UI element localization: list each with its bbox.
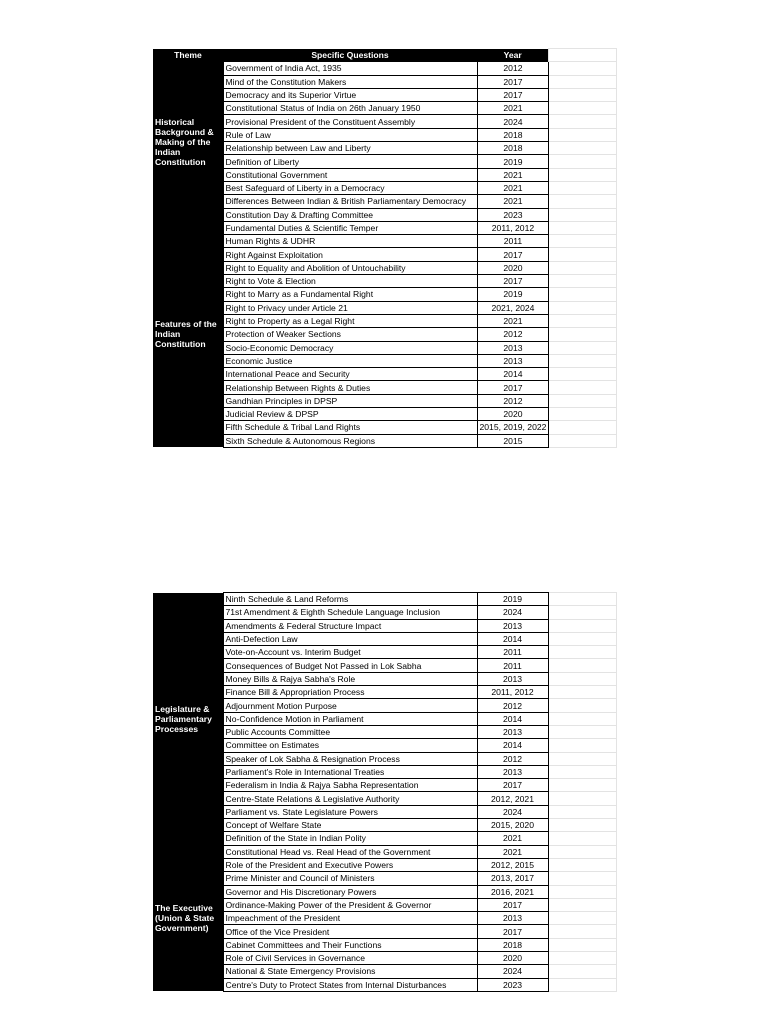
question-cell: Democracy and its Superior Virtue (223, 88, 477, 101)
year-cell: 2018 (477, 142, 549, 155)
empty-cell (549, 195, 617, 208)
year-cell: 2012 (477, 699, 548, 712)
table-row (153, 168, 617, 181)
question-cell: Definition of the State in Indian Polity (223, 832, 477, 845)
empty-cell (548, 898, 616, 911)
empty-cell (549, 341, 617, 354)
empty-cell (548, 765, 616, 778)
year-cell: 2021 (477, 832, 548, 845)
question-cell: Right Against Exploitation (223, 248, 477, 261)
question-cell: Right to Equality and Abolition of Untouchability (223, 261, 477, 274)
question-cell: Prime Minister and Council of Ministers (223, 872, 477, 885)
year-cell: 2013 (477, 341, 549, 354)
table-row (153, 208, 617, 221)
question-cell: Role of the President and Executive Powers (223, 858, 477, 871)
table-row (153, 394, 617, 407)
year-cell: 2012, 2021 (477, 792, 548, 805)
year-cell: 2014 (477, 632, 548, 645)
question-cell: Federalism in India & Rajya Sabha Representation (223, 779, 477, 792)
empty-cell (549, 115, 617, 128)
question-cell: Role of Civil Services in Governance (223, 952, 477, 965)
question-cell: Adjournment Motion Purpose (223, 699, 477, 712)
empty-cell (548, 712, 616, 725)
table-row (153, 739, 616, 752)
year-cell: 2011 (477, 235, 549, 248)
question-cell: Ninth Schedule & Land Reforms (223, 593, 477, 606)
year-cell: 2016, 2021 (477, 885, 548, 898)
table-row (153, 221, 617, 234)
table-row (153, 725, 616, 738)
year-cell: 2017 (477, 925, 548, 938)
question-cell: Cabinet Committees and Their Functions (223, 938, 477, 951)
empty-cell (548, 752, 616, 765)
table-row (153, 88, 617, 101)
empty-cell (548, 832, 616, 845)
year-cell: 2024 (477, 965, 548, 978)
table-row (153, 261, 617, 274)
year-cell: 2015 (477, 434, 549, 447)
table-row (153, 872, 616, 885)
question-cell: Mind of the Constitution Makers (223, 75, 477, 88)
question-cell: Centre's Duty to Protect States from Internal Disturbances (223, 978, 477, 991)
empty-cell (549, 221, 617, 234)
question-cell: Right to Privacy under Article 21 (223, 301, 477, 314)
question-cell: Gandhian Principles in DPSP (223, 394, 477, 407)
empty-cell (549, 394, 617, 407)
year-cell: 2021 (477, 181, 549, 194)
table-row (153, 314, 617, 327)
table-row (153, 978, 616, 991)
table-row (153, 434, 617, 447)
empty-cell (549, 421, 617, 434)
year-cell: 2024 (477, 115, 549, 128)
question-cell: No-Confidence Motion in Parliament (223, 712, 477, 725)
question-cell: Right to Marry as a Fundamental Right (223, 288, 477, 301)
table-row (153, 248, 617, 261)
table-row (153, 912, 616, 925)
year-cell: 2011, 2012 (477, 686, 548, 699)
question-cell: Right to Property as a Legal Right (223, 314, 477, 327)
table-row (153, 845, 616, 858)
question-cell: International Peace and Security (223, 368, 477, 381)
question-cell: Judicial Review & DPSP (223, 408, 477, 421)
empty-cell (548, 978, 616, 991)
table-row (153, 832, 616, 845)
table-row (153, 102, 617, 115)
empty-cell (549, 75, 617, 88)
table-row (153, 288, 617, 301)
table-row (153, 792, 616, 805)
table-row (153, 155, 617, 168)
table-row (153, 354, 617, 367)
table-row (153, 593, 616, 606)
table-row (153, 819, 616, 832)
question-cell: Human Rights & UDHR (223, 235, 477, 248)
questions-table-1 (153, 48, 617, 448)
question-cell: Governor and His Discretionary Powers (223, 885, 477, 898)
year-cell: 2014 (477, 368, 549, 381)
table-row (153, 805, 616, 818)
empty-cell (548, 872, 616, 885)
table-row (153, 75, 617, 88)
question-cell: Fundamental Duties & Scientific Temper (223, 221, 477, 234)
table-row (153, 712, 616, 725)
question-cell: Impeachment of the President (223, 912, 477, 925)
year-cell: 2013 (477, 765, 548, 778)
theme-label: Legislature & Parliamentary Processes (153, 593, 223, 846)
question-cell: National & State Emergency Provisions (223, 965, 477, 978)
question-cell: Centre-State Relations & Legislative Authority (223, 792, 477, 805)
question-cell: Anti-Defection Law (223, 632, 477, 645)
table-row (153, 699, 616, 712)
year-cell: 2019 (477, 288, 549, 301)
year-cell: 2011 (477, 646, 548, 659)
question-cell: Relationship between Law and Liberty (223, 142, 477, 155)
question-cell: Differences Between Indian & British Parliamentary Democracy (223, 195, 477, 208)
empty-cell (548, 699, 616, 712)
empty-cell (549, 288, 617, 301)
question-cell: Fifth Schedule & Tribal Land Rights (223, 421, 477, 434)
table-row (153, 646, 616, 659)
empty-cell (549, 88, 617, 101)
empty-cell (548, 845, 616, 858)
empty-cell (549, 168, 617, 181)
header-year: Year (477, 49, 549, 62)
empty-cell (549, 328, 617, 341)
empty-cell (548, 805, 616, 818)
question-cell: Public Accounts Committee (223, 725, 477, 738)
year-cell: 2015, 2019, 2022 (477, 421, 549, 434)
question-cell: Concept of Welfare State (223, 819, 477, 832)
question-cell: Provisional President of the Constituent Assembly (223, 115, 477, 128)
question-cell: Definition of Liberty (223, 155, 477, 168)
table-row (153, 235, 617, 248)
empty-cell (549, 261, 617, 274)
empty-cell (549, 142, 617, 155)
table-row (153, 421, 617, 434)
year-cell: 2023 (477, 208, 549, 221)
header-question: Specific Questions (223, 49, 477, 62)
table-row (153, 965, 616, 978)
table-row (153, 925, 616, 938)
empty-cell (548, 686, 616, 699)
year-cell: 2013 (477, 912, 548, 925)
table-row (153, 368, 617, 381)
table-row (153, 128, 617, 141)
table-row (153, 142, 617, 155)
year-cell: 2024 (477, 606, 548, 619)
table-row (153, 181, 617, 194)
question-cell: Money Bills & Rajya Sabha's Role (223, 672, 477, 685)
year-cell: 2013, 2017 (477, 872, 548, 885)
empty-cell (548, 593, 616, 606)
year-cell: 2013 (477, 619, 548, 632)
header-row (153, 49, 617, 62)
empty-cell (548, 819, 616, 832)
empty-cell (548, 858, 616, 871)
question-cell: Amendments & Federal Structure Impact (223, 619, 477, 632)
theme-label: The Executive (Union & State Government) (153, 845, 223, 991)
year-cell: 2021, 2024 (477, 301, 549, 314)
empty-cell (548, 965, 616, 978)
year-cell: 2018 (477, 128, 549, 141)
year-cell: 2017 (477, 88, 549, 101)
question-cell: Speaker of Lok Sabha & Resignation Process (223, 752, 477, 765)
empty-cell (548, 938, 616, 951)
year-cell: 2017 (477, 898, 548, 911)
table-row (153, 952, 616, 965)
table-row (153, 341, 617, 354)
year-cell: 2017 (477, 779, 548, 792)
year-cell: 2017 (477, 248, 549, 261)
question-cell: Protection of Weaker Sections (223, 328, 477, 341)
year-cell: 2021 (477, 195, 549, 208)
year-cell: 2017 (477, 75, 549, 88)
table-row (153, 752, 616, 765)
year-cell: 2017 (477, 275, 549, 288)
theme-label: Features of the Indian Constitution (153, 221, 223, 447)
empty-cell (548, 632, 616, 645)
question-cell: 71st Amendment & Eighth Schedule Language Inclusion (223, 606, 477, 619)
empty-cell (549, 128, 617, 141)
question-cell: Parliament's Role in International Treaties (223, 765, 477, 778)
year-cell: 2013 (477, 672, 548, 685)
table-row (153, 779, 616, 792)
table-row (153, 885, 616, 898)
empty-cell (549, 368, 617, 381)
year-cell: 2021 (477, 845, 548, 858)
table-row (153, 858, 616, 871)
year-cell: 2015, 2020 (477, 819, 548, 832)
question-cell: Right to Vote & Election (223, 275, 477, 288)
year-cell: 2012, 2015 (477, 858, 548, 871)
year-cell: 2019 (477, 155, 549, 168)
empty-cell (549, 301, 617, 314)
table-row (153, 301, 617, 314)
empty-cell (549, 235, 617, 248)
empty-cell (548, 925, 616, 938)
empty-cell (548, 885, 616, 898)
year-cell: 2013 (477, 354, 549, 367)
empty-cell (549, 62, 617, 75)
table-row (153, 938, 616, 951)
year-cell: 2013 (477, 725, 548, 738)
theme-label: Historical Background & Making of the Indian Constitution (153, 62, 223, 222)
question-cell: Best Safeguard of Liberty in a Democracy (223, 181, 477, 194)
empty-cell (548, 606, 616, 619)
table-row (153, 408, 617, 421)
table-row (153, 659, 616, 672)
empty-cell (549, 354, 617, 367)
empty-cell (549, 248, 617, 261)
empty-cell (549, 434, 617, 447)
empty-column-header (549, 49, 617, 62)
question-cell: Constitutional Status of India on 26th January 1950 (223, 102, 477, 115)
question-cell: Relationship Between Rights & Duties (223, 381, 477, 394)
table-row (153, 195, 617, 208)
question-cell: Economic Justice (223, 354, 477, 367)
empty-cell (548, 952, 616, 965)
table-row (153, 686, 616, 699)
year-cell: 2011, 2012 (477, 221, 549, 234)
question-cell: Parliament vs. State Legislature Powers (223, 805, 477, 818)
year-cell: 2019 (477, 593, 548, 606)
year-cell: 2012 (477, 394, 549, 407)
question-cell: Finance Bill & Appropriation Process (223, 686, 477, 699)
year-cell: 2011 (477, 659, 548, 672)
header-theme: Theme (153, 49, 223, 62)
table-row (153, 62, 617, 75)
year-cell: 2021 (477, 168, 549, 181)
question-cell: Office of the Vice President (223, 925, 477, 938)
empty-cell (548, 646, 616, 659)
empty-cell (549, 155, 617, 168)
empty-cell (549, 181, 617, 194)
year-cell: 2021 (477, 102, 549, 115)
empty-cell (548, 779, 616, 792)
year-cell: 2012 (477, 328, 549, 341)
table-row (153, 632, 616, 645)
table-row (153, 275, 617, 288)
year-cell: 2012 (477, 62, 549, 75)
year-cell: 2014 (477, 712, 548, 725)
year-cell: 2014 (477, 739, 548, 752)
year-cell: 2012 (477, 752, 548, 765)
year-cell: 2023 (477, 978, 548, 991)
empty-cell (549, 381, 617, 394)
question-cell: Sixth Schedule & Autonomous Regions (223, 434, 477, 447)
question-cell: Socio-Economic Democracy (223, 341, 477, 354)
table-row (153, 898, 616, 911)
empty-cell (548, 792, 616, 805)
table-row (153, 381, 617, 394)
empty-cell (548, 659, 616, 672)
empty-cell (548, 912, 616, 925)
question-cell: Ordinance-Making Power of the President & Governor (223, 898, 477, 911)
empty-cell (548, 672, 616, 685)
year-cell: 2024 (477, 805, 548, 818)
question-cell: Government of India Act, 1935 (223, 62, 477, 75)
year-cell: 2018 (477, 938, 548, 951)
table-row (153, 619, 616, 632)
empty-cell (549, 275, 617, 288)
year-cell: 2020 (477, 952, 548, 965)
question-cell: Constitutional Head vs. Real Head of the Government (223, 845, 477, 858)
year-cell: 2021 (477, 314, 549, 327)
questions-table-2 (153, 592, 617, 992)
question-cell: Consequences of Budget Not Passed in Lok Sabha (223, 659, 477, 672)
question-cell: Rule of Law (223, 128, 477, 141)
empty-cell (549, 314, 617, 327)
year-cell: 2020 (477, 408, 549, 421)
year-cell: 2017 (477, 381, 549, 394)
empty-cell (548, 619, 616, 632)
table-row (153, 606, 616, 619)
empty-cell (549, 408, 617, 421)
year-cell: 2020 (477, 261, 549, 274)
table-row (153, 765, 616, 778)
table-row (153, 672, 616, 685)
empty-cell (549, 208, 617, 221)
question-cell: Constitution Day & Drafting Committee (223, 208, 477, 221)
table-row (153, 115, 617, 128)
table-row (153, 328, 617, 341)
question-cell: Vote-on-Account vs. Interim Budget (223, 646, 477, 659)
empty-cell (548, 725, 616, 738)
empty-cell (548, 739, 616, 752)
question-cell: Committee on Estimates (223, 739, 477, 752)
empty-cell (549, 102, 617, 115)
question-cell: Constitutional Government (223, 168, 477, 181)
